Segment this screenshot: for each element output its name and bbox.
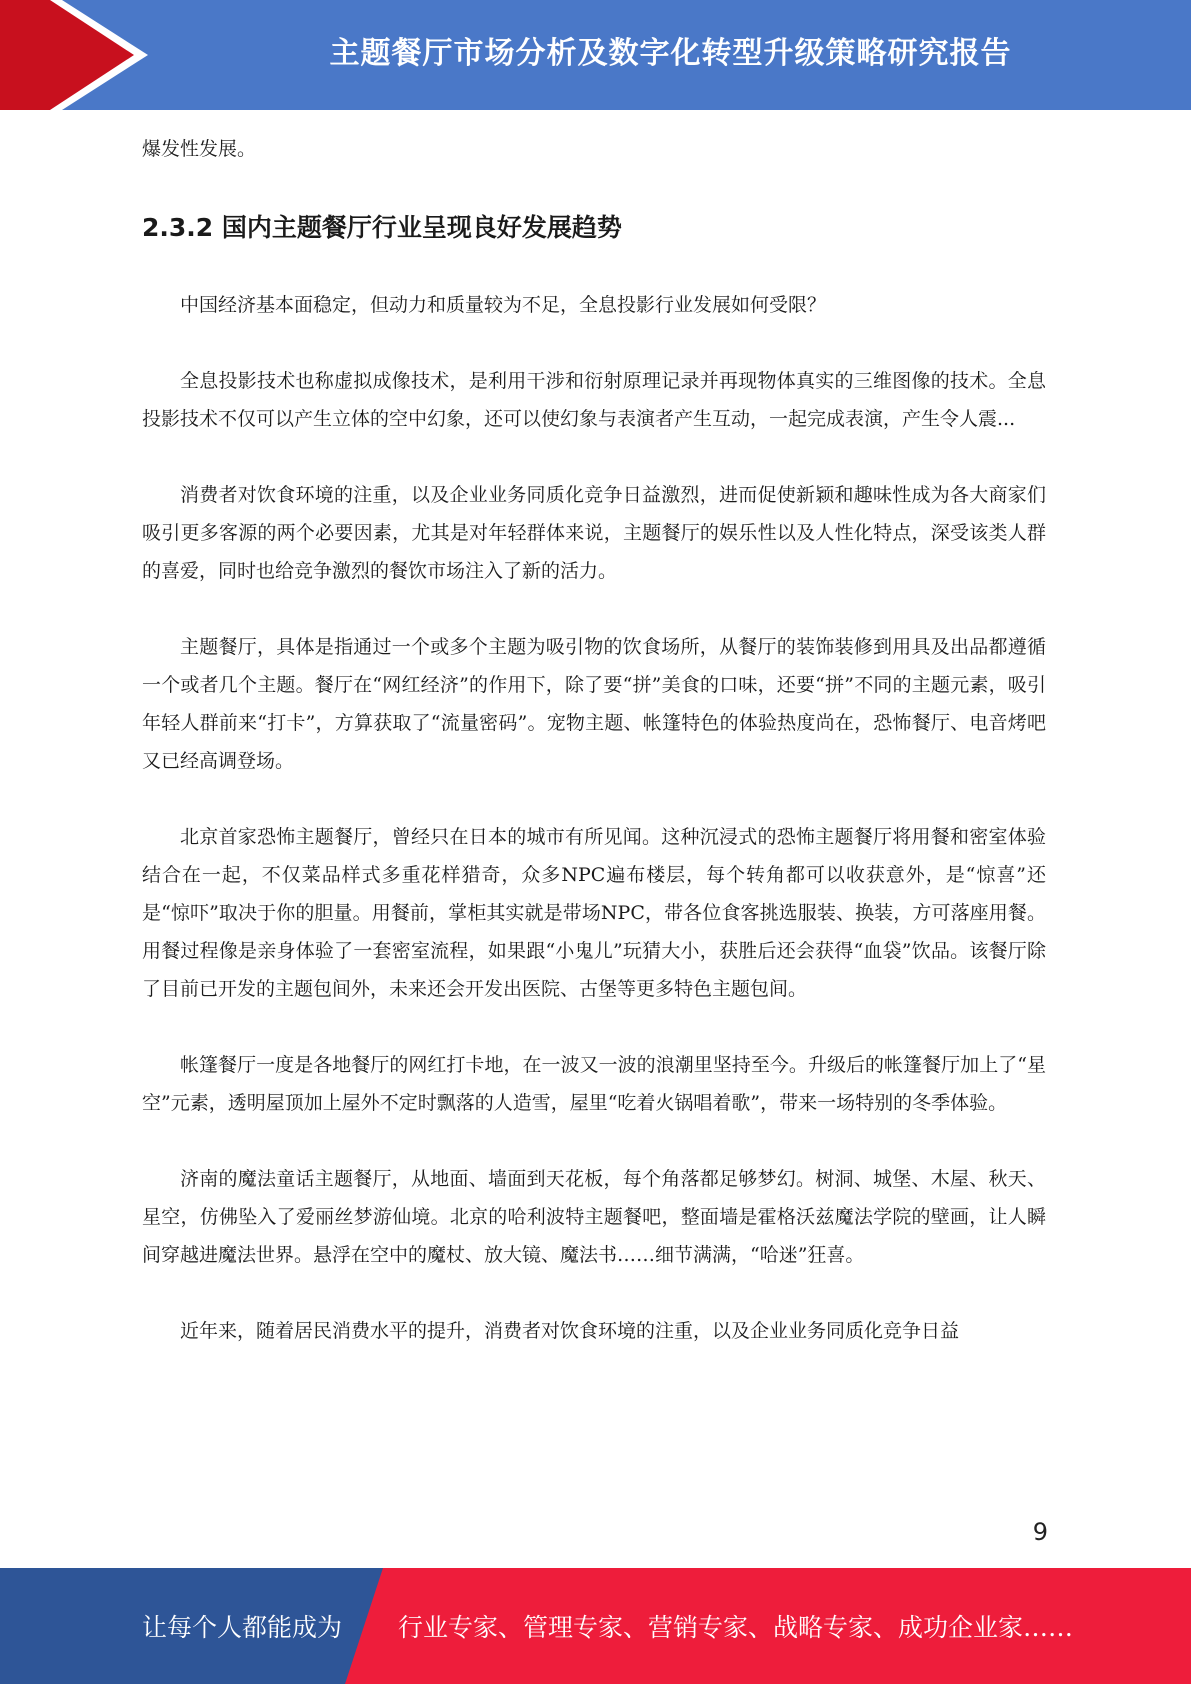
page-number: 9 (1032, 1518, 1048, 1546)
body-paragraph: 帐篷餐厅一度是各地餐厅的网红打卡地，在一波又一波的浪潮里坚持至今。升级后的帐篷餐厅加上了“星空”元素，透明屋顶加上屋外不定时飘落的人造雪，屋里“吃着火锅唱着歌”，带来一场特别的冬季体验。 (142, 1054, 1046, 1114)
body-paragraph: 近年来，随着居民消费水平的提升，消费者对饮食环境的注重，以及企业业务同质化竞争日益 (180, 1320, 960, 1342)
lead-paragraph: 爆发性发展。 (142, 138, 257, 160)
section-heading: 2.3.2 国内主题餐厅行业呈现良好发展趋势 (142, 213, 622, 242)
page-footer (0, 1568, 1191, 1684)
report-title: 主题餐厅市场分析及数字化转型升级策略研究报告 (329, 36, 1012, 71)
page-header (0, 0, 1191, 110)
body-paragraph: 济南的魔法童话主题餐厅，从地面、墙面到天花板，每个角落都足够梦幻。树洞、城堡、木屋、秋天、星空，仿佛坠入了爱丽丝梦游仙境。北京的哈利波特主题餐吧，整面墙是霍格沃兹魔法学院的壁画，让人瞬间穿越进魔法世界。悬浮在空中的魔杖、放大镜、魔法书……细节满满，“哈迷”狂喜。 (142, 1168, 1046, 1266)
body-paragraph: 全息投影技术也称虚拟成像技术，是利用干涉和衍射原理记录并再现物体真实的三维图像的技术。全息投影技术不仅可以产生立体的空中幻象，还可以使幻象与表演者产生互动，一起完成表演，产生令人震... (142, 370, 1046, 430)
body-paragraph: 中国经济基本面稳定，但动力和质量较为不足，全息投影行业发展如何受限？ (180, 294, 827, 316)
body-paragraph: 主题餐厅，具体是指通过一个或多个主题为吸引物的饮食场所，从餐厅的装饰装修到用具及出品都遵循一个或者几个主题。餐厅在“网红经济”的作用下，除了要“拼”美食的口味，还要“拼”不同的主题元素，吸引年轻人群前来“打卡”，方算获取了“流量密码”。宠物主题、帐篷特色的体验热度尚在，恐怖餐厅、电音烤吧又已经高调登场。 (142, 636, 1046, 772)
footer-slogan-right: 行业专家、管理专家、营销专家、战略专家、成功企业家…… (398, 1613, 1074, 1642)
page-content (142, 130, 1046, 1388)
body-paragraph: 北京首家恐怖主题餐厅，曾经只在日本的城市有所见闻。这种沉浸式的恐怖主题餐厅将用餐和密室体验结合在一起，不仅菜品样式多重花样猎奇，众多NPC遍布楼层，每个转角都可以收获意外，是“惊喜”还是“惊吓”取决于你的胆量。用餐前，掌柜其实就是带场NPC，带各位食客挑选服装、换装，方可落座用餐。用餐过程像是亲身体验了一套密室流程，如果跟“小鬼儿”玩猜大小，获胜后还会获得“血袋”饮品。该餐厅除了目前已开发的主题包间外，未来还会开发出医院、古堡等更多特色主题包间。 (142, 826, 1046, 1000)
body-paragraph: 消费者对饮食环境的注重，以及企业业务同质化竞争日益激烈，进而促使新颖和趣味性成为各大商家们吸引更多客源的两个必要因素，尤其是对年轻群体来说，主题餐厅的娱乐性以及人性化特点，深受该类人群的喜爱，同时也给竞争激烈的餐饮市场注入了新的活力。 (142, 484, 1046, 582)
footer-slogan-left: 让每个人都能成为 (142, 1613, 343, 1642)
